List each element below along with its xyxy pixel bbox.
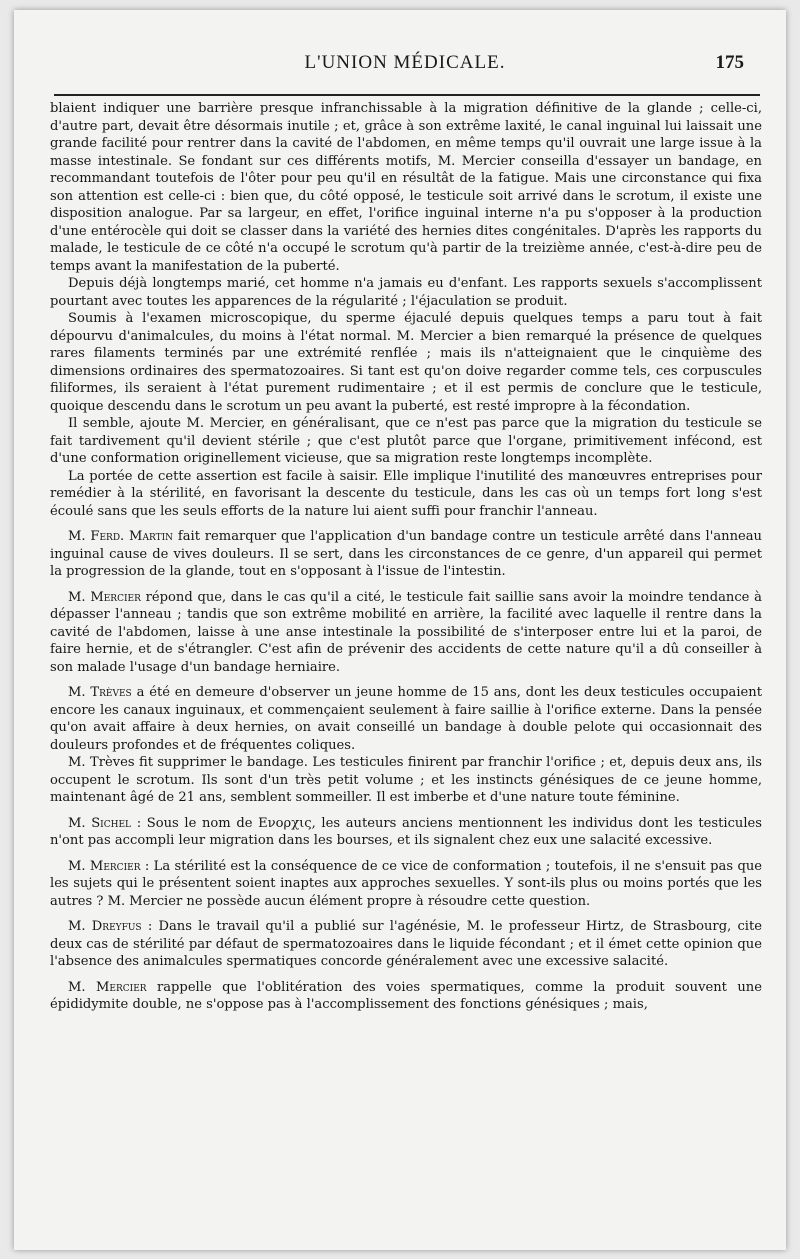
page-number: 175 xyxy=(715,52,744,73)
paragraph-text: répond que, dans le cas qu'il a cité, le testicule fait saillie sans avoir la moindre tendance à dépasser l'anneau ; tandis que son extrême mobilité en arrière, la facilité avec laquelle il rentre dans la cavité de l'abdomen, laisse à une anse intestinale la possibilité de s'interposer entre lui et la paroi, de faire hernie, et de s'étrangler. C'est afin de prévenir des accidents de cette nature qu'il a dû conseiller à son malade l'usage d'un bandage herniaire. xyxy=(50,589,762,675)
speaker-name: M. Sichel xyxy=(68,815,132,831)
speaker-name: M. Mercier xyxy=(68,858,141,874)
paragraph xyxy=(50,528,762,581)
article-body xyxy=(50,100,762,1014)
header-rule xyxy=(54,94,760,96)
paragraph xyxy=(50,754,762,807)
paragraph-text: : Dans le travail qu'il a publié sur l'agénésie, M. le professeur Hirtz, de Strasbourg, cite deux cas de stérilité par défaut de spermatozoaires dans le liquide fécondant ; et il émet cette opinion que l'absence des animalcules spermatiques concorde généralement avec une excessive salacité. xyxy=(50,919,763,969)
paragraph-text: Depuis déjà longtemps marié, cet homme n'a jamais eu d'enfant. Les rapports sexuels s'accomplissent pourtant avec toutes les apparences de la régularité ; l'éjaculation se produit. xyxy=(50,276,762,309)
paragraph xyxy=(50,684,762,754)
paragraph-text: : La stérilité est la conséquence de ce vice de conformation ; toutefois, il ne s'ensuit pas que les sujets qui le présentent soient inaptes aux approches sexuelles. Y sont-ils plus ou moins portés que les autres ? M. Mercier ne possède aucun élément propre à résoudre cette question. xyxy=(50,858,763,909)
paragraph-text: M. Trèves fit supprimer le bandage. Les testicules finirent par franchir l'orifice ; et, depuis deux ans, ils occupent le scrotum. Ils sont d'un très petit volume ; et les instincts génésiques de ce jeune homme, maintenant âgé de 21 ans, semblent sommeiller. Il est imberbe et d'une nature toute féminine. xyxy=(50,755,762,805)
page-header xyxy=(54,52,756,80)
paragraph xyxy=(50,589,762,677)
speaker-name: M. Mercier xyxy=(68,979,147,995)
paragraph-text: blaient indiquer une barrière presque infranchissable à la migration définitive de la glande ; celle-ci, d'autre part, devait être désormais inutile ; et, grâce à son extrême laxité, le canal inguinal lui laissait une grande facilité pour rentrer dans la cavité de l'abdomen, en même temps qu'il ouvrait une large issue à la masse intestinale. Se fondant sur ces différents motifs, M. Mercier conseilla d'essayer un bandage, en recommandant toutefois de l'ôter pour peu qu'il en résultât de la fatigue. Mais une circonstance qui fixa son attention est celle-ci : bien que, du côté opposé, le testicule soit arrivé dans le scrotum, il existe une disposition analogue. Par sa largeur, en effet, l'orifice inguinal interne n'a pu s'opposer à la production d'une entérocèle qui doit se classer dans la variété des hernies dites congénitales. D'après les rapports du malade, le testicule de ce côté n'a occupé le scrotum qu'à partir de la treizième année, c'est-à-dire peu de temps avant la manifestation de la puberté. xyxy=(50,101,762,274)
paragraph-text: Soumis à l'examen microscopique, du sperme éjaculé depuis quelques temps a paru tout à fait dépourvu d'animalcules, du moins à l'état normal. M. Mercier a bien remarqué la présence de quelques rares filaments terminés par une extrémité renflée ; mais ils n'atteignaient que le cinquième des dimensions ordinaires des spermatozoaires. Si tant est qu'on doive regarder comme tels, ces corpuscules filiformes, ils seraient à l'état purement rudimentaire ; et il est permis de conclure que le testicule, quoique descendu dans le scrotum un peu avant la puberté, est resté impropre à la fécondation. xyxy=(50,311,762,414)
speaker-name: M. Trèves xyxy=(68,685,132,700)
paragraph-text: La portée de cette assertion est facile à saisir. Elle implique l'inutilité des manœuvres entreprises pour remédier à la stérilité, en favorisant la descente du testicule, dans les cas où un temps fort long s'est écoulé sans que les seuls efforts de la nature lui aient suffi pour franchir l'anneau. xyxy=(50,468,762,519)
paragraph-text: fait remarquer que l'application d'un bandage contre un testicule arrêté dans l'anneau inguinal cause de vives douleurs. Il se sert, dans les circonstances de ce genre, d'un appareil qui permet la progression de la glande, tout en s'opposant à l'issue de l'intestin. xyxy=(50,529,762,579)
running-title: L'UNION MÉDICALE. xyxy=(304,52,506,73)
paragraph-text: rappelle que l'oblitération des voies spermatiques, comme la produit souvent une épididymite double, ne s'oppose pas à l'accomplissement des fonctions génésiques ; mais, xyxy=(50,979,762,1012)
paragraph-text: Il semble, ajoute M. Mercier, en généralisant, que ce n'est pas parce que la migration du testicule se fait tardivement qu'il devient stérile ; que c'est plutôt parce que l'organe, primitivement infécond, est d'une conformation originellement vicieuse, que sa migration reste longtemps incomplète. xyxy=(50,416,762,466)
paragraph xyxy=(50,815,762,850)
paragraph-text: : Sous le nom de Ενορχις, les auteurs anciens mentionnent les individus dont les testicules n'ont pas accompli leur migration dans les bourses, et ils signalent chez eux une salacité excessive. xyxy=(50,815,762,848)
paragraph-text: a été en demeure d'observer un jeune homme de 15 ans, dont les deux testicules occupaient encore les canaux inguinaux, et commençaient seulement à faire saillie à l'orifice externe. Dans la pensée qu'on avait affaire à deux hernies, on avait conseillé un bandage à double pelote qui occasionnait des douleurs profondes et de fréquentes coliques. xyxy=(50,685,762,753)
paragraph xyxy=(50,918,762,971)
paragraph xyxy=(50,468,762,521)
paragraph xyxy=(50,100,762,275)
speaker-name: M. Mercier xyxy=(68,589,141,605)
paragraph xyxy=(50,310,762,415)
paragraph xyxy=(50,858,762,911)
speaker-name: M. Ferd. Martin xyxy=(68,529,174,544)
paragraph xyxy=(50,275,762,310)
paragraph xyxy=(50,415,762,468)
journal-page xyxy=(14,10,786,1250)
speaker-name: M. Dreyfus xyxy=(68,919,142,934)
paragraph xyxy=(50,979,762,1014)
